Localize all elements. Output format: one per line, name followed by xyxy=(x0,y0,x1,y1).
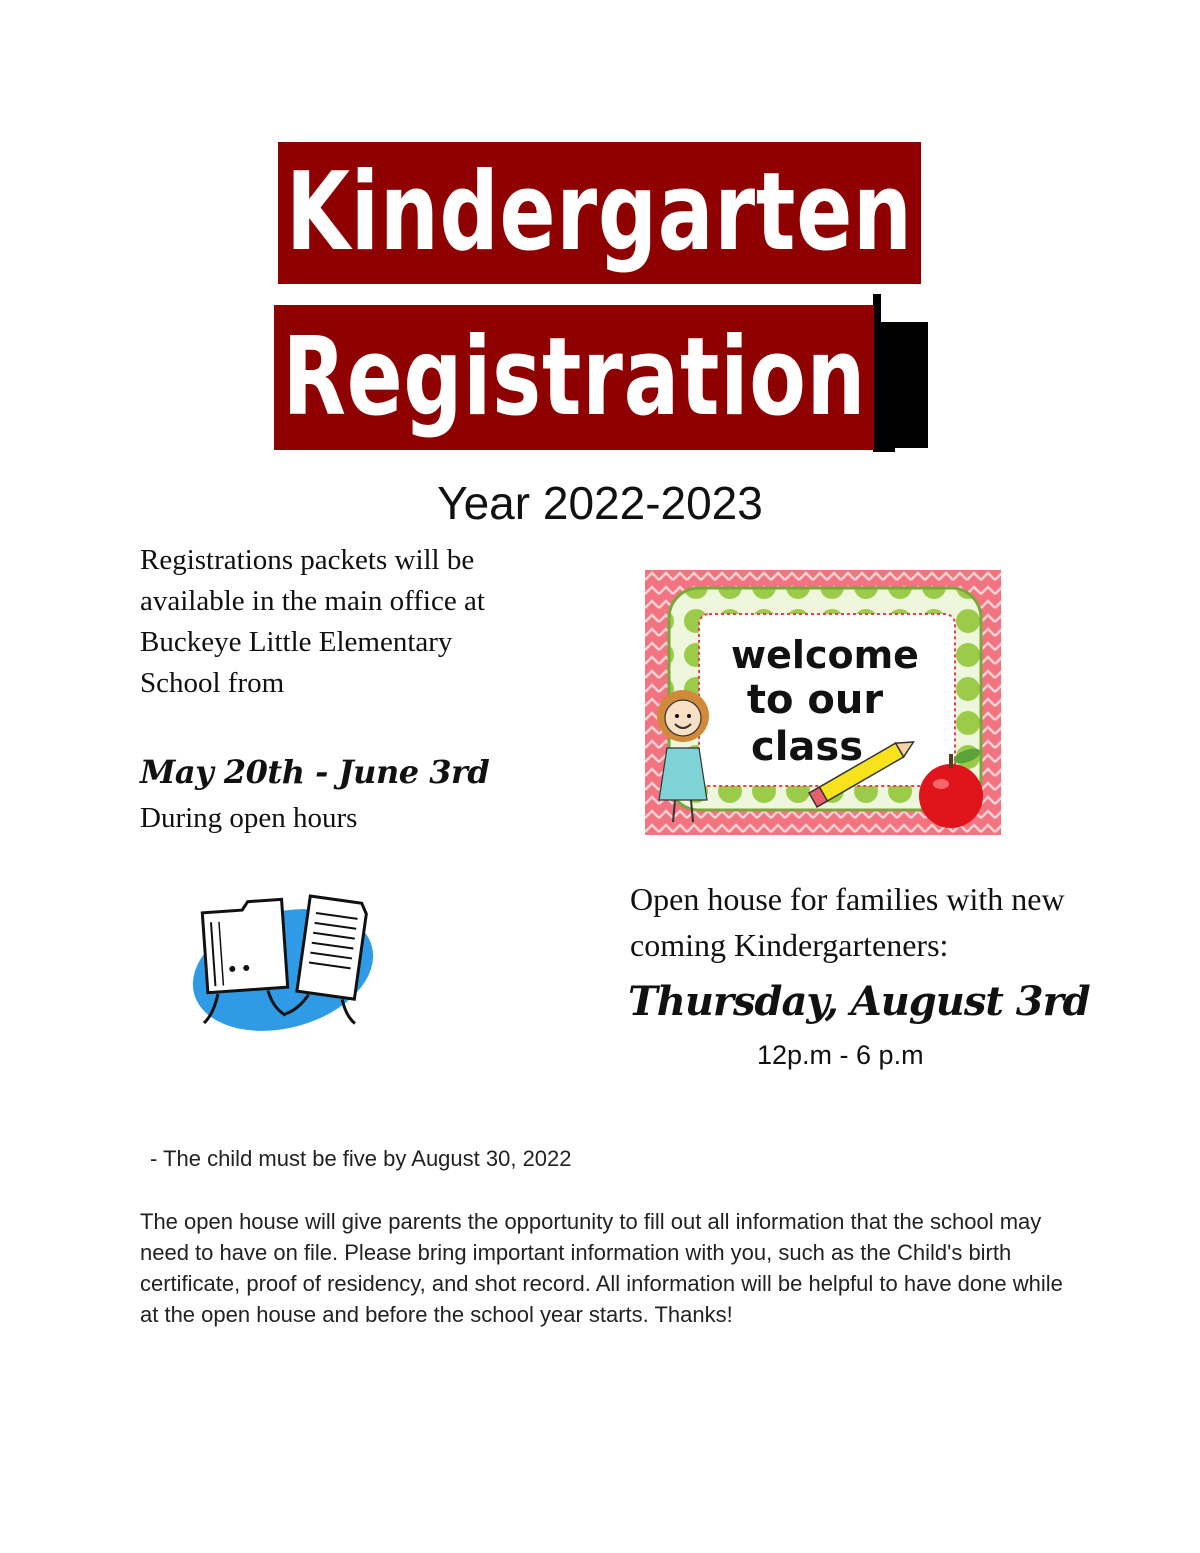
title-banner-registration xyxy=(274,305,874,450)
sign-text-line-3: class xyxy=(750,724,864,770)
open-house-paragraph: The open house will give parents the opportunity to fill out all information that the school may need to have on file. Please bring important information with you, such as the Child's birth certificate, proof of residency, and shot record. All information will be helpful to have done while at the open house and before the school year starts. Thanks! xyxy=(140,1209,1063,1327)
sign-text-line-2: to our xyxy=(746,677,884,723)
open-house-date: Thursday, August 3rd xyxy=(628,978,1090,1025)
open-hours-note: During open hours xyxy=(140,802,358,834)
age-requirement: - The child must be five by August 30, 2022 xyxy=(150,1146,572,1171)
school-year: Year 2022-2023 xyxy=(437,477,763,529)
banner-black-tab-top xyxy=(873,294,881,324)
welcome-sign-image xyxy=(645,570,1001,835)
banner-black-tab xyxy=(873,322,928,448)
banner-black-tab-bottom xyxy=(873,440,895,452)
open-house-info: Open house for families with new coming Kindergarteners: xyxy=(630,881,1065,963)
title-line-1: Kindergarten xyxy=(286,150,913,275)
walking-files-image xyxy=(185,880,375,1040)
packets-info: Registrations packets will be available in the main office at Buckeye Little Elementary School from xyxy=(140,544,485,699)
sign-text-line-1: welcome xyxy=(731,633,919,677)
title-banner-kindergarten xyxy=(278,142,921,284)
open-house-time: 12p.m - 6 p.m xyxy=(757,1040,924,1070)
title-line-2: Registration xyxy=(282,314,866,440)
registration-dates: May 20th - June 3rd xyxy=(140,753,490,791)
